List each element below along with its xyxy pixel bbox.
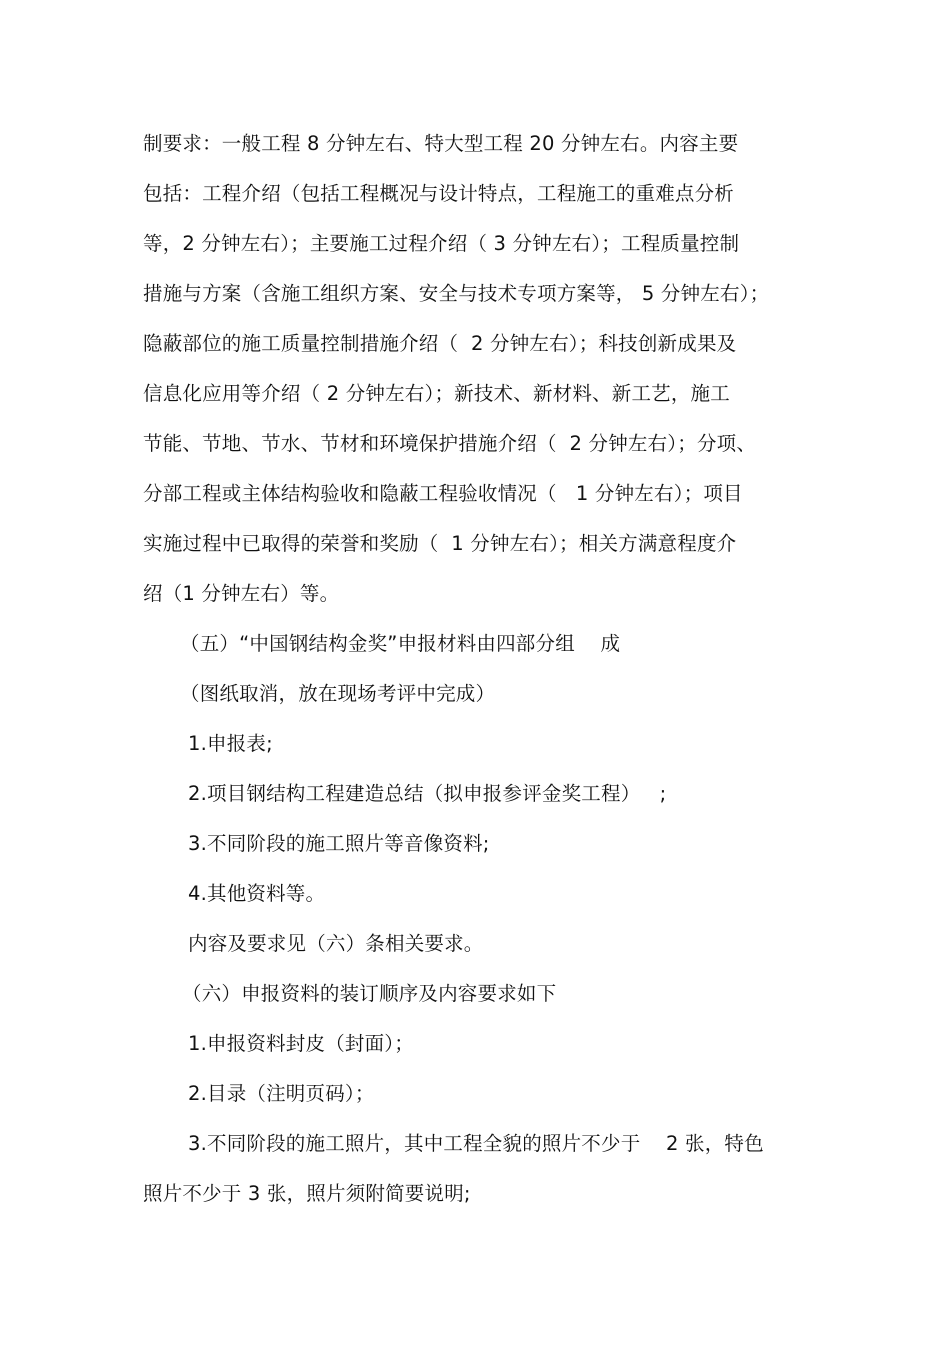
text-line: 等，2 分钟左右）；主要施工过程介绍（ 3 分钟左右）；工程质量控制 <box>143 232 740 255</box>
section-heading: （五）“中国钢结构金奖”申报材料由四部分组 成 <box>180 632 621 655</box>
text-line: 绍（1 分钟左右）等。 <box>143 582 340 605</box>
text-line: 措施与方案（含施工组织方案、安全与技术专项方案等， 5 分钟左右）； <box>143 282 770 305</box>
text-line: 照片不少于 3 张，照片须附简要说明; <box>143 1182 471 1205</box>
text-line: 内容及要求见（六）条相关要求。 <box>188 932 484 955</box>
list-item: 1.申报表; <box>188 732 273 755</box>
text-line: 分部工程或主体结构验收和隐蔽工程验收情况（ 1 分钟左右）；项目 <box>143 482 743 505</box>
list-item: 1.申报资料封皮（封面）； <box>188 1032 414 1055</box>
text-line: 信息化应用等介绍（ 2 分钟左右）；新技术、新材料、新工艺，施工 <box>143 382 730 405</box>
text-line: 制要求：一般工程 8 分钟左右、特大型工程 20 分钟左右。内容主要 <box>143 132 739 155</box>
text-line: 实施过程中已取得的荣誉和奖励（ 1 分钟左右）；相关方满意程度介 <box>143 532 737 555</box>
text-line: 隐蔽部位的施工质量控制措施介绍（ 2 分钟左右）；科技创新成果及 <box>143 332 737 355</box>
text-line: 节能、节地、节水、节材和环境保护措施介绍（ 2 分钟左右）；分项、 <box>143 432 757 455</box>
list-item: 3.不同阶段的施工照片，其中工程全貌的照片不少于 2 张，特色 <box>188 1132 764 1155</box>
section-note: （图纸取消，放在现场考评中完成） <box>180 682 496 705</box>
list-item: 4.其他资料等。 <box>188 882 326 905</box>
section-heading: （六）申报资料的装订顺序及内容要求如下 <box>182 982 557 1005</box>
list-item: 2.项目钢结构工程建造总结（拟申报参评金奖工程） ; <box>188 782 667 805</box>
list-item: 2.目录（注明页码）； <box>188 1082 375 1105</box>
text-line: 包括：工程介绍（包括工程概况与设计特点，工程施工的重难点分析 <box>143 182 735 205</box>
list-item: 3.不同阶段的施工照片等音像资料; <box>188 832 490 855</box>
